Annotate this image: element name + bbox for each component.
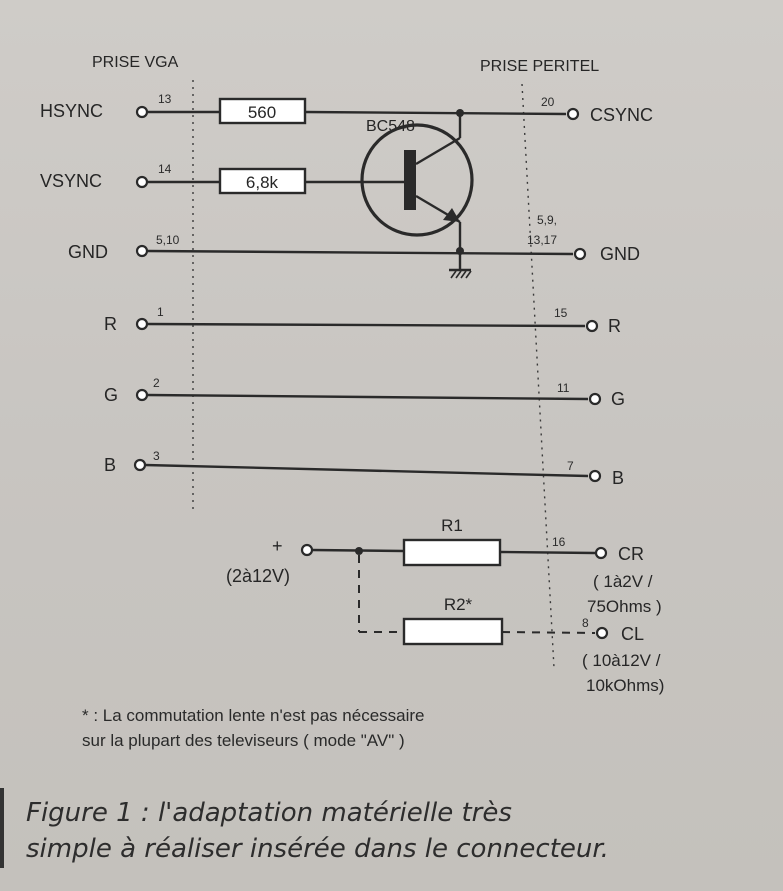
transistor-base-bar (404, 150, 416, 210)
terminal-r-right (587, 321, 597, 331)
pin-vga-1: 1 (157, 305, 164, 319)
pin-peritel-gnd-a: 5,9, (537, 213, 558, 227)
pin-peritel-20: 20 (541, 95, 555, 109)
footnote (82, 703, 682, 753)
terminal-cl (597, 628, 607, 638)
signal-r-right: R (608, 316, 621, 336)
cr-spec-line2: 75Ohms ) (587, 597, 662, 616)
ground-hatch-icon (451, 271, 456, 278)
wire-g (147, 395, 588, 399)
signal-r-left: R (104, 314, 117, 334)
pin-vga-2: 2 (153, 376, 160, 390)
pin-peritel-16: 16 (552, 535, 566, 549)
pin-vga-3: 3 (153, 449, 160, 463)
terminal-b-left (135, 460, 145, 470)
signal-csync: CSYNC (590, 105, 654, 125)
signal-b-right: B (612, 468, 625, 488)
wire-r1-cr (500, 552, 595, 553)
figure-caption (26, 795, 776, 867)
wire-r2-cl (502, 632, 595, 633)
cr-spec-line1: ( 1à2V / (593, 572, 653, 591)
terminal-vsync (137, 177, 147, 187)
terminal-r-left (137, 319, 147, 329)
resistor-r2-label: R2* (443, 595, 473, 614)
signal-gnd-left: GND (68, 242, 108, 262)
resistor-560-value: 560 (247, 103, 277, 122)
signal-g-left: G (104, 385, 119, 405)
caption-bar (0, 788, 4, 868)
pin-peritel-8: 8 (582, 616, 589, 630)
resistor-6-8k-value: 6,8k (245, 173, 279, 192)
terminal-csync (568, 109, 578, 119)
caption-line2: simple à réaliser insérée dans le connecteur. (26, 834, 609, 864)
terminal-g-left (137, 390, 147, 400)
terminal-gnd-right (575, 249, 585, 259)
pin-vga-14: 14 (158, 162, 172, 176)
signal-cr: CR (618, 544, 644, 564)
footnote-line2: sur la plupart des televiseurs ( mode "AV" ) (82, 731, 405, 750)
resistor-r2 (404, 619, 502, 644)
cl-spec-line1: ( 10à12V / (582, 651, 661, 670)
wire-r (147, 324, 585, 326)
terminal-hsync (137, 107, 147, 117)
pin-peritel-7: 7 (567, 459, 574, 473)
terminal-gnd-left (137, 246, 147, 256)
signal-b-left: B (104, 455, 117, 475)
terminal-cr (596, 548, 606, 558)
signal-gnd-right: GND (600, 244, 640, 264)
terminal-g-right (590, 394, 600, 404)
signal-g-right: G (611, 389, 626, 409)
resistor-r1-label: R1 (441, 516, 463, 535)
header-peritel: PRISE PERITEL (480, 58, 600, 75)
pin-vga-13: 13 (158, 92, 172, 106)
resistor-r1 (404, 540, 500, 565)
pin-peritel-gnd-b: 13,17 (527, 233, 558, 247)
supply-plus: + (272, 536, 283, 556)
caption-line1: Figure 1 : l'adaptation matérielle très (26, 798, 512, 828)
signal-hsync: HSYNC (40, 101, 104, 121)
signal-cl: CL (621, 624, 645, 644)
pin-peritel-15: 15 (554, 306, 568, 320)
pin-vga-5-10: 5,10 (156, 233, 180, 247)
pin-peritel-11: 11 (557, 381, 570, 395)
transistor-collector-leg (416, 138, 460, 164)
peritel-connector-guide (522, 84, 554, 668)
wire-b (145, 465, 588, 476)
supply-range: (2à12V) (226, 566, 291, 586)
cl-spec-line2: 10kOhms) (586, 676, 665, 695)
wire-gnd (147, 251, 573, 254)
wire-hsync-csync (305, 112, 566, 114)
transistor-label: BC548 (366, 118, 415, 135)
terminal-b-right (590, 471, 600, 481)
footnote-line1: * : La commutation lente n'est pas nécessaire (82, 706, 425, 725)
terminal-supply (302, 545, 312, 555)
signal-vsync: VSYNC (40, 171, 103, 191)
junction-supply (355, 547, 363, 555)
header-vga: PRISE VGA (92, 54, 179, 71)
